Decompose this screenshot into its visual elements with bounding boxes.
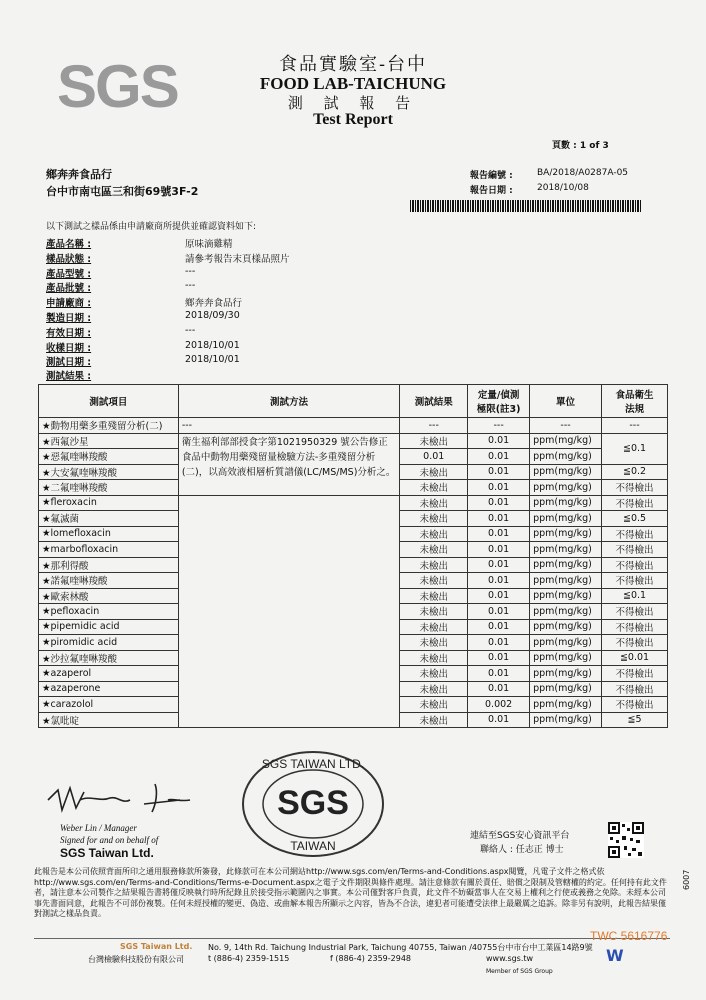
footer-address: No. 9, 14th Rd. Taichung Industrial Park, Taichung 40755, Taiwan /40755台中市台中工業區14路9號	[208, 943, 593, 952]
footer-divider	[34, 938, 670, 939]
header-limit: 食品衛生 法規	[602, 385, 668, 418]
header-method: 測試方法	[178, 385, 400, 418]
cell-result: 未檢出	[400, 681, 468, 697]
lab-title-en: FOOD LAB-TAICHUNG	[259, 74, 447, 93]
cell-limit: 不得檢出	[602, 480, 668, 496]
cell-result: 未檢出	[400, 526, 468, 542]
cell-result: 未檢出	[400, 511, 468, 527]
cell-result: 未檢出	[400, 697, 468, 713]
cell-loq: 0.01	[468, 542, 530, 558]
serial-number: TWC 5616776	[590, 929, 668, 943]
footer-web[interactable]: www.sgs.tw	[486, 954, 534, 963]
report-title-en: Test Report	[313, 111, 393, 128]
cell-item: ★西氟沙星	[39, 433, 179, 449]
cell-loq: 0.01	[468, 588, 530, 604]
cell-result: ---	[400, 418, 468, 434]
results-table	[38, 384, 668, 728]
cell-result: 未檢出	[400, 588, 468, 604]
cell-limit: 不得檢出	[602, 495, 668, 511]
cell-method: 衛生福利部部授食字第1021950329 號公告修正食品中動物用藥殘留量檢驗方法-多重殘留分析(二)，以高效液相層析質譜儀(LC/MS/MS)分析之。	[178, 433, 400, 495]
cell-result: 未檢出	[400, 619, 468, 635]
side-number: 6007	[682, 869, 691, 890]
cell-limit: ≦0.5	[602, 511, 668, 527]
header-loq: 定量/偵測 極限(註3)	[468, 385, 530, 418]
qr-code[interactable]	[608, 822, 644, 858]
cell-item: ★azaperone	[39, 681, 179, 697]
header-result: 測試結果	[400, 385, 468, 418]
cell-result: 未檢出	[400, 464, 468, 480]
cell-unit: ppm(mg/kg)	[530, 588, 602, 604]
sample-info-label: 製造日期 :	[46, 312, 92, 324]
cell-limit: 不得檢出	[602, 619, 668, 635]
cell-loq: 0.01	[468, 635, 530, 651]
cell-result: 未檢出	[400, 650, 468, 666]
table-row	[39, 418, 668, 434]
header-item: 測試項目	[39, 385, 179, 418]
svg-text:SGS TAIWAN LTD.: SGS TAIWAN LTD.	[261, 757, 365, 771]
cell-limit: ≦0.1	[602, 588, 668, 604]
cell-item: ★pefloxacin	[39, 604, 179, 620]
sample-info-value: 2018/10/01	[185, 354, 240, 366]
page-number: 頁數 : 1 of 3	[552, 141, 609, 151]
footer-tel: t (886-4) 2359-1515	[208, 954, 290, 963]
cell-unit: ppm(mg/kg)	[530, 697, 602, 713]
footer-fax: f (886-4) 2359-2948	[330, 954, 411, 963]
svg-text:SGS: SGS	[277, 784, 349, 822]
cell-result: 未檢出	[400, 712, 468, 728]
cell-unit: ppm(mg/kg)	[530, 635, 602, 651]
sample-info-value: ---	[185, 324, 196, 336]
cell-limit: 不得檢出	[602, 681, 668, 697]
cell-item: ★pipemidic acid	[39, 619, 179, 635]
cell-item: ★那利得酸	[39, 557, 179, 573]
disclaimer-text: 此報告是本公司依照背面所印之通用服務條款所簽發，此條款可在本公司網站http://www.sgs.com/en/Terms-and-Conditions.aspx閱覽，凡電子文件之格式依http://www.sgs.com/en/Terms-and-Conditions/Terms-e-Document.aspx之電子文件期限與條件處理。請注意條款有關於責任、賠償之限制及管轄權的約定。任何持有此文件者，請注意本公司製作之結果報告書將僅反映執行時所紀錄且於接受指示範圍內之事實。本公司僅對客戶負責，此文件不妨礙當事人在交易上權利之行使或義務之免除。未經本公司事先書面同意，此報告不可部份複製。任何未經授權的變更、偽造、或曲解本報告所顯示之內容，皆為不合法，違犯者可能遭受法律上最嚴厲之追訴。除非另有說明，此報告結果僅對測試之樣品負責。	[34, 867, 667, 918]
table-row	[39, 433, 668, 449]
cell-limit: 不得檢出	[602, 542, 668, 558]
cell-unit: ppm(mg/kg)	[530, 542, 602, 558]
cell-unit: ppm(mg/kg)	[530, 495, 602, 511]
sample-info-value: 2018/10/01	[185, 339, 240, 351]
cell-limit: ≦5	[602, 712, 668, 728]
signer-name: Weber Lin / Manager	[60, 823, 137, 833]
sample-info-value: 請參考報告末頁樣品照片	[185, 253, 290, 265]
sample-info-row	[46, 340, 346, 355]
cell-item: ★二氟喹啉羧酸	[39, 480, 179, 496]
company-seal	[238, 748, 388, 860]
cell-unit: ppm(mg/kg)	[530, 464, 602, 480]
cell-item: ★carazolol	[39, 697, 179, 713]
sample-info-label: 申請廠商 :	[46, 298, 92, 310]
report-title-cn: 測 試 報 告	[287, 94, 419, 112]
sample-info-row	[46, 295, 346, 310]
signed-for-text: Signed for and on behalf of	[60, 835, 159, 845]
cell-loq: 0.01	[468, 511, 530, 527]
cell-item: ★氯吡啶	[39, 712, 179, 728]
sample-info-row	[46, 280, 346, 295]
footer-company-en: SGS Taiwan Ltd.	[120, 942, 193, 951]
cell-item: ★惡氟喹啉羧酸	[39, 449, 179, 465]
cell-unit: ppm(mg/kg)	[530, 650, 602, 666]
sample-info-row	[46, 310, 346, 325]
sample-info-label: 產品批號 :	[46, 283, 92, 295]
cell-unit: ppm(mg/kg)	[530, 449, 602, 465]
cell-item: ★azaperol	[39, 666, 179, 682]
table-header-row	[39, 385, 668, 418]
cell-item: ★lomefloxacin	[39, 526, 179, 542]
cell-loq: 0.01	[468, 464, 530, 480]
cell-unit: ppm(mg/kg)	[530, 619, 602, 635]
cell-result: 未檢出	[400, 573, 468, 589]
sgs-logo: SGS	[57, 53, 178, 120]
cell-result: 未檢出	[400, 604, 468, 620]
cell-item: ★諾氟喹啉羧酸	[39, 573, 179, 589]
cell-limit: 不得檢出	[602, 604, 668, 620]
cell-limit: ---	[602, 418, 668, 434]
cell-loq: 0.01	[468, 573, 530, 589]
cell-limit: ≦0.01	[602, 650, 668, 666]
cell-unit: ppm(mg/kg)	[530, 557, 602, 573]
report-date-label: 報告日期 :	[470, 186, 513, 196]
cell-unit: ppm(mg/kg)	[530, 526, 602, 542]
sample-info-row	[46, 266, 346, 281]
cell-limit: 不得檢出	[602, 573, 668, 589]
cell-item: ★fleroxacin	[39, 495, 179, 511]
footer-company-cn: 台灣檢驗科技股份有限公司	[88, 955, 184, 964]
sample-info-label: 有效日期 :	[46, 327, 92, 339]
cell-limit: ≦0.1	[602, 433, 668, 464]
cell-limit: 不得檢出	[602, 526, 668, 542]
cell-loq: 0.01	[468, 557, 530, 573]
cell-result: 未檢出	[400, 480, 468, 496]
signer-company: SGS Taiwan Ltd.	[60, 846, 154, 860]
cell-item: ★氟滅菌	[39, 511, 179, 527]
cell-unit: ppm(mg/kg)	[530, 511, 602, 527]
report-no-value: BA/2018/A0287A-05	[537, 168, 629, 178]
cell-item: ★marbofloxacin	[39, 542, 179, 558]
cell-unit: ppm(mg/kg)	[530, 480, 602, 496]
cell-limit: 不得檢出	[602, 697, 668, 713]
cell-limit: 不得檢出	[602, 666, 668, 682]
sample-info-value: 2018/09/30	[185, 309, 240, 321]
contact-person: 聯絡人 : 任志正 博士	[480, 845, 564, 855]
cell-loq: 0.01	[468, 449, 530, 465]
sample-info-label: 測試日期 :	[46, 357, 92, 369]
cell-result: 未檢出	[400, 542, 468, 558]
sample-info-row	[46, 251, 346, 266]
cell-item: ★動物用藥多重殘留分析(二)	[39, 418, 179, 434]
cell-unit: ppm(mg/kg)	[530, 666, 602, 682]
client-name: 鄉奔奔食品行	[46, 168, 112, 181]
cell-loq: 0.01	[468, 495, 530, 511]
cell-item: ★歐索林酸	[39, 588, 179, 604]
cell-limit: ≦0.2	[602, 464, 668, 480]
cell-result: 未檢出	[400, 635, 468, 651]
cell-unit: ---	[530, 418, 602, 434]
cell-item: ★大安氟喹啉羧酸	[39, 464, 179, 480]
cell-method: ---	[178, 418, 400, 434]
footer-member: Member of SGS Group	[486, 968, 553, 975]
lab-title-cn: 食品實驗室-台中	[278, 54, 428, 75]
w-mark-icon: W	[606, 946, 624, 965]
cell-loq: 0.002	[468, 697, 530, 713]
sample-info-label: 樣品狀態 :	[46, 253, 92, 265]
cell-loq: 0.01	[468, 433, 530, 449]
cell-item: ★piromidic acid	[39, 635, 179, 651]
client-address: 台中市南屯區三和街69號3F-2	[46, 185, 199, 198]
cell-limit: 不得檢出	[602, 635, 668, 651]
cell-unit: ppm(mg/kg)	[530, 573, 602, 589]
cell-result: 未檢出	[400, 433, 468, 449]
cell-loq: 0.01	[468, 666, 530, 682]
intro-text: 以下測試之樣品係由申請廠商所提供並確認資料如下:	[46, 222, 257, 232]
sample-info-label: 收樣日期 :	[46, 342, 92, 354]
cell-loq: ---	[468, 418, 530, 434]
cell-result: 0.01	[400, 449, 468, 465]
sample-info-label: 產品名稱 :	[46, 239, 92, 250]
signature-image	[40, 770, 200, 825]
table-row	[39, 495, 668, 511]
header-unit: 單位	[530, 385, 602, 418]
cell-unit: ppm(mg/kg)	[530, 604, 602, 620]
cell-loq: 0.01	[468, 681, 530, 697]
cell-result: 未檢出	[400, 557, 468, 573]
cell-item: ★沙拉氟喹啉羧酸	[39, 650, 179, 666]
sample-info-value: 鄉奔奔食品行	[185, 298, 243, 310]
sample-info-row	[46, 325, 346, 340]
sample-info-label: 產品型號 :	[46, 268, 92, 280]
sample-info-value: 原味滴雞精	[185, 239, 233, 250]
cell-loq: 0.01	[468, 619, 530, 635]
sample-info-row	[46, 236, 346, 251]
sample-info-value: ---	[185, 280, 196, 292]
report-date-value: 2018/10/08	[537, 183, 589, 193]
cell-unit: ppm(mg/kg)	[530, 712, 602, 728]
cell-unit: ppm(mg/kg)	[530, 433, 602, 449]
cell-loq: 0.01	[468, 480, 530, 496]
results-label: 測試結果 :	[46, 371, 92, 382]
cell-unit: ppm(mg/kg)	[530, 681, 602, 697]
sample-info-row	[46, 354, 346, 369]
cell-loq: 0.01	[468, 604, 530, 620]
cell-result: 未檢出	[400, 666, 468, 682]
svg-text:TAIWAN: TAIWAN	[290, 839, 336, 853]
qr-caption: 連結至SGS安心資訊平台	[470, 831, 570, 841]
cell-result: 未檢出	[400, 495, 468, 511]
cell-loq: 0.01	[468, 712, 530, 728]
cell-loq: 0.01	[468, 650, 530, 666]
sample-info	[46, 236, 346, 369]
barcode	[410, 200, 642, 212]
cell-loq: 0.01	[468, 526, 530, 542]
report-no-label: 報告編號 :	[470, 171, 513, 181]
cell-method-empty	[178, 495, 400, 728]
cell-limit: 不得檢出	[602, 557, 668, 573]
sample-info-value: ---	[185, 265, 196, 277]
